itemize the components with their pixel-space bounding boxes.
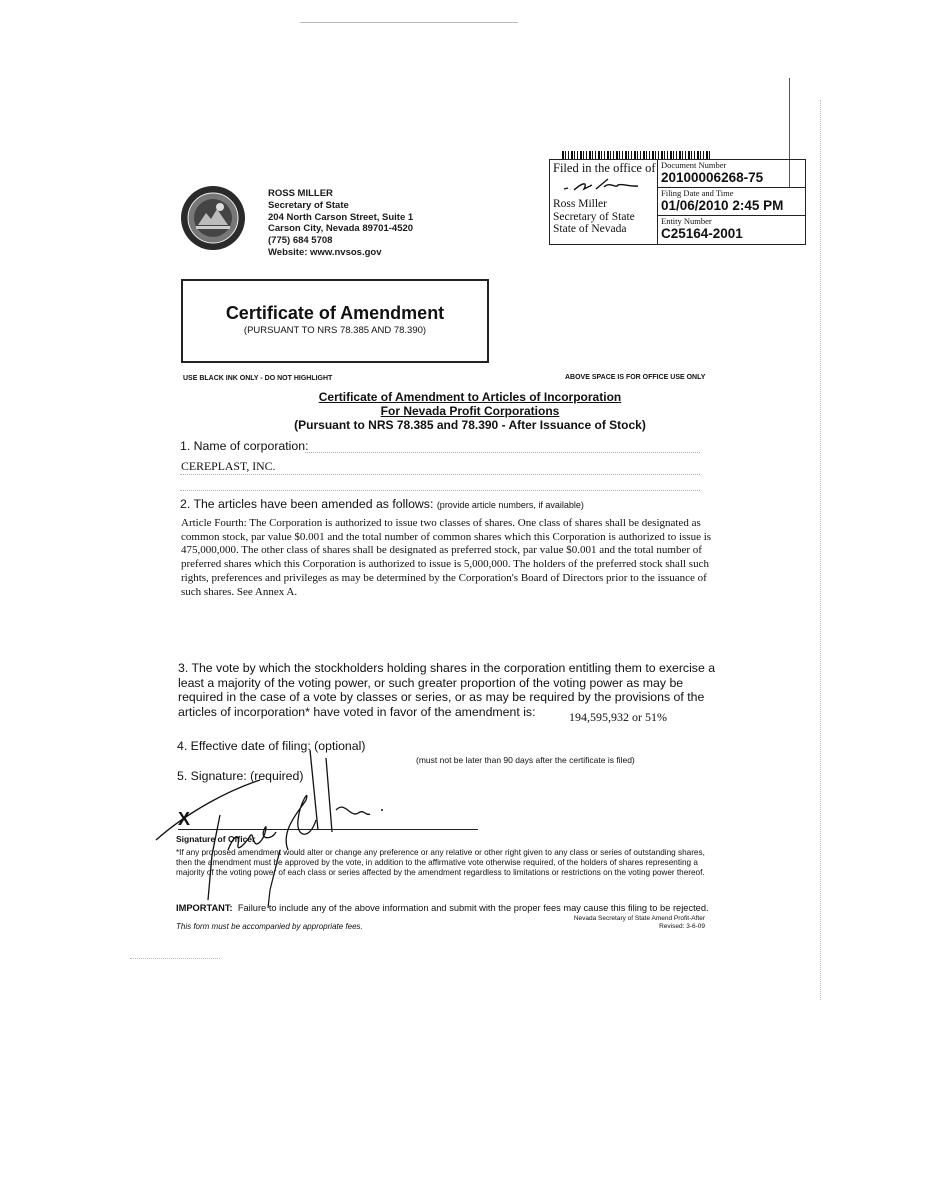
corporation-name-line [180, 490, 700, 492]
document-number-cell [658, 160, 805, 188]
officer-signature-icon[interactable] [150, 740, 390, 910]
filing-stamp-box [549, 159, 806, 245]
corporation-name-line [180, 474, 700, 476]
officer-title: Secretary of State [553, 210, 635, 223]
effective-date-hint: (must not be later than 90 days after the certificate is filed) [416, 755, 635, 765]
officer-state: State of Nevada [553, 223, 627, 235]
corporation-name-label: 1. Name of corporation: [180, 439, 309, 453]
filing-date-cell [658, 188, 805, 216]
secretary-name: ROSS MILLER [268, 188, 333, 199]
scan-artifact-line [130, 958, 220, 960]
corporation-name-line [305, 452, 700, 454]
effective-date-label: 4. Effective date of filing: (optional) [177, 739, 366, 753]
nevada-seal-icon [180, 185, 246, 251]
certificate-title-box [181, 279, 489, 363]
scan-artifact-line [300, 22, 518, 23]
certificate-subtitle: (PURSUANT TO NRS 78.385 AND 78.390) [243, 325, 427, 336]
vote-value[interactable]: 194,595,932 or 51% [569, 710, 667, 724]
secretary-address [268, 188, 413, 259]
important-notice [176, 903, 709, 913]
fees-note: This form must be accompanied by appropriate fees. [176, 922, 363, 931]
important-text: Failure to include any of the above information and submit with the proper fees may cause this filing to be rejected. [237, 903, 709, 913]
corporation-name-value[interactable]: CEREPLAST, INC. [181, 459, 276, 473]
amendment-hint: (provide article numbers, if available) [436, 500, 584, 510]
filed-in-label: Filed in the office of [553, 161, 656, 175]
amendment-label-text: 2. The articles have been amended as follows: [180, 497, 434, 511]
secretary-title: Secretary of State [268, 199, 349, 211]
entity-number-label: Entity Number [661, 216, 712, 226]
officer-name: Ross Miller [553, 198, 607, 210]
amendment-label [180, 497, 584, 511]
document-number-label: Document Number [661, 160, 727, 170]
important-label: IMPORTANT: [176, 903, 233, 913]
signature-caption: Signature of Officer [176, 834, 256, 844]
signature-x: X [178, 809, 191, 829]
form-title-line1: Certificate of Amendment to Articles of Incorporation [318, 390, 622, 404]
address-website: Website: www.nvsos.gov [268, 246, 382, 258]
entity-number: C25164-2001 [661, 226, 743, 241]
amendment-footnote: *If any proposed amendment would alter or change any preference or any relative or other right given to any class or series of outstanding shares, then the amendment must be approved by the vote, in addition to the affirmative vote otherwise required, of the holders of shares representing a majority of the voting power of each class or series affected by the amendment regardless to limitations or restrictions on the voting power thereof. [176, 848, 705, 877]
entity-number-cell [658, 216, 805, 243]
vote-paragraph: 3. The vote by which the stockholders holding shares in the corporation entitling them to exercise a least a majority of the voting power, or such greater proportion of the voting power as may be required in the case of a vote by classes or series, or as may be required by the provisions of the articles of incorporation* have voted in favor of the amendment is: [178, 661, 716, 719]
filing-date-label: Filing Date and Time [661, 188, 734, 198]
scan-artifact-line [820, 100, 822, 1000]
barcode [562, 151, 712, 159]
form-revision [560, 915, 705, 931]
filing-office-cell [550, 160, 658, 244]
address-city: Carson City, Nevada 89701-4520 [268, 223, 414, 235]
filing-date: 01/06/2010 2:45 PM [661, 198, 784, 213]
officer-block [553, 198, 635, 236]
signature-label: 5. Signature: (required) [177, 769, 304, 783]
ink-notice: USE BLACK INK ONLY - DO NOT HIGHLIGHT [183, 375, 333, 382]
officer-signature-icon [562, 177, 642, 195]
form-title-line2: For Nevada Profit Corporations [380, 404, 560, 418]
address-street: 204 North Carson Street, Suite 1 [268, 211, 414, 223]
office-use-notice: ABOVE SPACE IS FOR OFFICE USE ONLY [565, 374, 706, 381]
form-id: Nevada Secretary of State Amend Profit-After [573, 915, 705, 922]
revised-date: Revised: 3-6-09 [659, 923, 705, 930]
amendment-text[interactable]: Article Fourth: The Corporation is authorized to issue two classes of shares. One class of shares shall be designated as common stock, par value $0.001 and the total number of common shares which this Corporation is authorized to issue is 475,000,000. The other class of shares shall be designated as preferred stock, par value $0.001 and the total number of preferred shares which this Corporation is authorized to issue is 5,000,000. The holders of the preferred stock shall such rights, preferences and privileges as may be determined by the Corporation's Board of Directors prior to the issuance of such shares. See Annex A. [181, 517, 712, 598]
address-phone: (775) 684 5708 [268, 235, 333, 247]
form-title-line3: (Pursuant to NRS 78.385 and 78.390 - After Issuance of Stock) [294, 418, 646, 432]
certificate-title: Certificate of Amendment [225, 303, 445, 323]
document-number: 20100006268-75 [661, 170, 764, 185]
